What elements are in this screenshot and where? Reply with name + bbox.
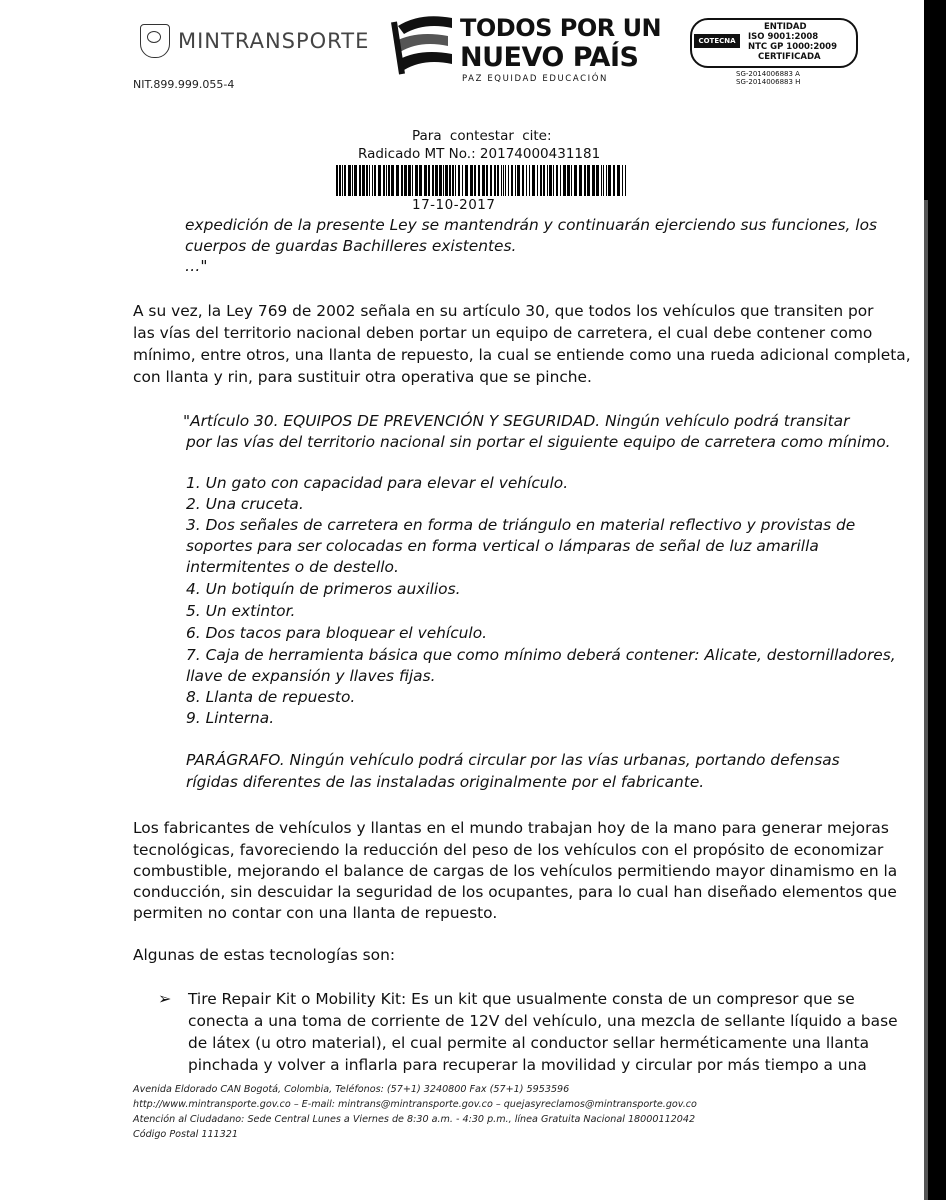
article-heading-line: por las vías del territorio nacional sin portar el siguiente equipo de carretera como mínimo. [186, 433, 891, 451]
list-item: 1. Un gato con capacidad para elevar el vehículo. [186, 474, 569, 492]
footer-postal: Código Postal 111321 [133, 1129, 238, 1140]
cert-line4: CERTIFICADA [758, 52, 821, 62]
list-item: 4. Un botiquín de primeros auxilios. [186, 580, 461, 598]
footer-address: Avenida Eldorado CAN Bogotá, Colombia, Teléfonos: (57+1) 3240800 Fax (57+1) 5953596 [133, 1084, 570, 1095]
article-heading-line: "Artículo 30. EQUIPOS DE PREVENCIÓN Y SEGURIDAD. Ningún vehículo podrá transitar [183, 412, 850, 430]
mintransporte-logo [140, 24, 369, 58]
coat-of-arms-icon [140, 24, 170, 58]
barcode-image [334, 165, 632, 196]
paragraph-line: permiten no contar con una llanta de repuesto. [133, 904, 498, 922]
list-item: soportes para ser colocadas en forma vertical o lámparas de señal de luz amarilla [186, 537, 819, 555]
brand-logo [390, 12, 662, 86]
certification-seal [690, 18, 856, 88]
brand-line1: TODOS POR UN [460, 14, 662, 42]
bullet-line: conecta a una toma de corriente de 12V del vehículo, una mezcla de sellante líquido a base [188, 1012, 898, 1030]
brand-flag-icon [390, 12, 456, 78]
paragraph-line: combustible, mejorando el balance de cargas de los vehículos permitiendo mayor dinamismo en la [133, 862, 898, 880]
quote-end-line: …" [185, 257, 208, 275]
paragrafo-line: PARÁGRAFO. Ningún vehículo podrá circular por las vías urbanas, portando defensas [186, 751, 840, 769]
brand-tagline: PAZ EQUIDAD EDUCACIÓN [462, 74, 608, 84]
footer-hours: Atención al Ciudadano: Sede Central Lunes a Viernes de 8:30 a.m. - 4:30 p.m., línea Gratuita Nacional 18000112042 [133, 1114, 696, 1125]
brand-line2: NUEVO PAÍS [460, 42, 639, 73]
paragraph-line: conducción, sin descuidar la seguridad de los ocupantes, para lo cual han diseñado elementos que [133, 883, 897, 901]
paragraph-line: mínimo, entre otros, una llanta de repuesto, la cual se entiende como una rueda adicional completa, [133, 346, 911, 364]
list-item: 2. Una cruceta. [186, 495, 304, 513]
radicado-date: 17-10-2017 [412, 197, 496, 213]
list-item: 9. Linterna. [186, 709, 275, 727]
list-item: intermitentes o de destello. [186, 558, 399, 576]
list-item: llave de expansión y llaves fijas. [186, 667, 436, 685]
quote-end-line: cuerpos de guardas Bachilleres existentes. [185, 237, 517, 255]
paragraph-line: las vías del territorio nacional deben portar un equipo de carretera, el cual debe contener como [133, 324, 873, 342]
footer-web: http://www.mintransporte.gov.co – E-mail: mintrans@mintransporte.gov.co – quejasyreclamos@mintransporte.gov.co [133, 1099, 697, 1110]
nit-number: NIT.899.999.055-4 [133, 78, 235, 91]
radicado-cite-label: Para contestar cite: [412, 128, 552, 144]
list-item: 5. Un extintor. [186, 602, 296, 620]
bullet-line: pinchada y volver a inflarla para recuperar la movilidad y circular por más tiempo a una [188, 1056, 867, 1074]
paragraph-line: Los fabricantes de vehículos y llantas en el mundo trabajan hoy de la mano para generar mejoras [133, 819, 889, 837]
cert-line2: ISO 9001:2008 [748, 32, 819, 42]
radicado-number: Radicado MT No.: 20174000431181 [358, 146, 601, 162]
cotecna-badge: COTECNA [694, 34, 740, 48]
cert-code2: SG-2014006883 H [736, 78, 801, 86]
cert-code1: SG-2014006883 A [736, 70, 800, 78]
cert-line3: NTC GP 1000:2009 [748, 42, 837, 52]
bullet-line: de látex (u otro material), el cual permite al conductor sellar herméticamente una llanta [188, 1034, 870, 1052]
paragraph-line: A su vez, la Ley 769 de 2002 señala en su artículo 30, que todos los vehículos que transiten por [133, 302, 874, 320]
bullet-line: Tire Repair Kit o Mobility Kit: Es un kit que usualmente consta de un compresor que se [188, 990, 855, 1008]
quote-end-line: expedición de la presente Ley se mantendrán y continuarán ejerciendo sus funciones, los [185, 216, 877, 234]
paragraph-line: Algunas de estas tecnologías son: [133, 946, 396, 964]
paragraph-line: con llanta y rin, para sustituir otra operativa que se pinche. [133, 368, 592, 386]
cert-line1: ENTIDAD [764, 22, 807, 32]
list-item: 7. Caja de herramienta básica que como mínimo deberá contener: Alicate, destornilladores, [186, 646, 896, 664]
bullet-arrow-icon: ➢ [158, 989, 172, 1008]
paragraph-line: tecnológicas, favoreciendo la reducción del peso de los vehículos con el propósito de economizar [133, 841, 884, 859]
scan-edge [924, 0, 946, 1200]
list-item: 6. Dos tacos para bloquear el vehículo. [186, 624, 488, 642]
paragrafo-line: rígidas diferentes de las instaladas originalmente por el fabricante. [186, 773, 705, 791]
ministry-name: MINTRANSPORTE [178, 29, 370, 53]
list-item: 8. Llanta de repuesto. [186, 688, 356, 706]
list-item: 3. Dos señales de carretera en forma de triángulo en material reflectivo y provistas de [186, 516, 856, 534]
cert-codes [736, 70, 800, 86]
